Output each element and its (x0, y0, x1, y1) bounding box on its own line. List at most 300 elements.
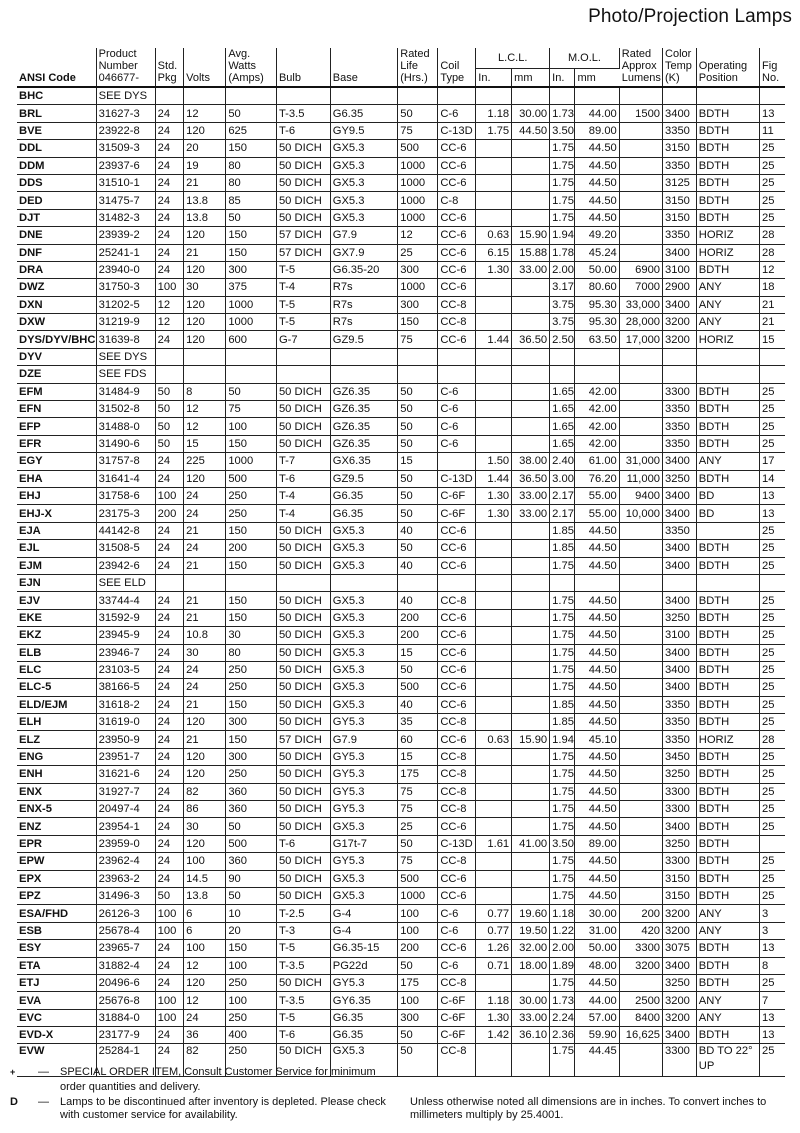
header-operating-position: Operating Position (696, 48, 759, 87)
cell-mol-mm: 44.50 (575, 783, 619, 800)
cell-std-pkg (155, 348, 183, 365)
cell-avg-watts: 50 (226, 818, 277, 835)
cell-lcl-in (476, 435, 512, 452)
cell-bulb: 50 DICH (276, 157, 330, 174)
cell-operating-position (696, 522, 759, 539)
cell-base (330, 574, 398, 591)
cell-rated-life: 50 (398, 661, 438, 678)
cell-bulb: 57 DICH (276, 227, 330, 244)
cell-mol-mm: 95.30 (575, 296, 619, 313)
cell-mol-mm: 44.50 (575, 818, 619, 835)
cell-operating-position (696, 348, 759, 365)
cell-base: G6.35 (330, 1027, 398, 1044)
cell-mol-in: 3.75 (550, 296, 575, 313)
cell-volts: 12 (184, 957, 226, 974)
cell-bulb: 50 DICH (276, 870, 330, 887)
cell-base: GX5.3 (330, 679, 398, 696)
header-coil-type: Coil Type (438, 48, 476, 87)
footnote-discontinued-text-2: with customer service for availability. (60, 1109, 238, 1121)
cell-coil-type: CC-6 (438, 157, 476, 174)
cell-avg-watts: 375 (226, 279, 277, 296)
cell-rated-life: 1000 (398, 157, 438, 174)
cell-product-number: 23965-7 (96, 940, 155, 957)
table-row (17, 887, 785, 904)
cell-avg-watts: 300 (226, 261, 277, 278)
header-lcl-in: In. (476, 68, 512, 87)
header-volts: Volts (184, 48, 226, 87)
cell-bulb: 50 DICH (276, 974, 330, 991)
cell-mol-mm: 95.30 (575, 314, 619, 331)
cell-ansi-code: ESA/FHD (17, 905, 96, 922)
cell-color-temp: 3100 (663, 627, 697, 644)
cell-operating-position (696, 574, 759, 591)
cell-rated-lumens (619, 731, 662, 748)
cell-base: PG22d (330, 957, 398, 974)
cell-coil-type: CC-6 (438, 174, 476, 191)
table-row (17, 574, 785, 591)
cell-coil-type: C-6 (438, 418, 476, 435)
cell-avg-watts: 360 (226, 853, 277, 870)
cell-product-number: 31219-9 (96, 314, 155, 331)
table-row (17, 714, 785, 731)
cell-rated-life: 40 (398, 557, 438, 574)
cell-lcl-in (476, 174, 512, 191)
cell-volts: 120 (184, 122, 226, 139)
cell-ansi-code: EJN (17, 574, 96, 591)
cell-avg-watts: 250 (226, 661, 277, 678)
cell-operating-position: ANY (696, 314, 759, 331)
cell-base: G7.9 (330, 731, 398, 748)
cell-product-number: 31641-4 (96, 470, 155, 487)
cell-rated-life (398, 87, 438, 105)
table-row (17, 748, 785, 765)
cell-mol-in: 1.75 (550, 209, 575, 226)
cell-bulb: 50 DICH (276, 522, 330, 539)
cell-mol-mm: 30.00 (575, 905, 619, 922)
table-row (17, 174, 785, 191)
cell-lcl-in (476, 140, 512, 157)
cell-bulb: 50 DICH (276, 714, 330, 731)
cell-mol-mm: 44.50 (575, 609, 619, 626)
cell-avg-watts: 85 (226, 192, 277, 209)
cell-operating-position: BDTH (696, 766, 759, 783)
cell-avg-watts: 100 (226, 957, 277, 974)
cell-avg-watts: 1000 (226, 453, 277, 470)
cell-std-pkg: 24 (155, 679, 183, 696)
cell-volts: 120 (184, 331, 226, 348)
cell-rated-life: 15 (398, 453, 438, 470)
cell-lcl-in: 0.77 (476, 905, 512, 922)
cell-operating-position: BDTH (696, 661, 759, 678)
cell-color-temp: 3350 (663, 157, 697, 174)
cell-lcl-in (476, 714, 512, 731)
cell-ansi-code: EHJ (17, 487, 96, 504)
cell-rated-life: 75 (398, 122, 438, 139)
cell-base: GX5.3 (330, 627, 398, 644)
cell-volts: 13.8 (184, 192, 226, 209)
cell-rated-life: 25 (398, 244, 438, 261)
table-row (17, 279, 785, 296)
cell-lcl-mm (512, 592, 550, 609)
cell-product-number: 31202-5 (96, 296, 155, 313)
cell-coil-type: C-6F (438, 1009, 476, 1026)
cell-lcl-in (476, 627, 512, 644)
cell-fig-no: 25 (760, 783, 785, 800)
cell-fig-no: 28 (760, 227, 785, 244)
cell-rated-life: 150 (398, 314, 438, 331)
cell-avg-watts: 20 (226, 922, 277, 939)
cell-lcl-mm: 19.60 (512, 905, 550, 922)
cell-std-pkg (155, 366, 183, 383)
cell-mol-in: 2.40 (550, 453, 575, 470)
table-row (17, 974, 785, 991)
cell-avg-watts: 150 (226, 227, 277, 244)
cell-product-number: 23954-1 (96, 818, 155, 835)
cell-fig-no (760, 574, 785, 591)
cell-lcl-mm: 33.00 (512, 1009, 550, 1026)
cell-base: GY5.3 (330, 714, 398, 731)
cell-avg-watts: 250 (226, 974, 277, 991)
cell-rated-life: 200 (398, 940, 438, 957)
cell-product-number: 31484-9 (96, 383, 155, 400)
cell-color-temp: 3350 (663, 227, 697, 244)
cell-product-number: 23177-9 (96, 1027, 155, 1044)
cell-rated-life: 1000 (398, 192, 438, 209)
cell-fig-no: 25 (760, 974, 785, 991)
cell-operating-position: ANY (696, 992, 759, 1009)
cell-rated-life: 50 (398, 540, 438, 557)
cell-avg-watts: 250 (226, 766, 277, 783)
cell-coil-type: CC-8 (438, 974, 476, 991)
cell-avg-watts: 150 (226, 731, 277, 748)
cell-rated-lumens (619, 818, 662, 835)
cell-ansi-code: EKE (17, 609, 96, 626)
cell-rated-lumens (619, 435, 662, 452)
cell-mol-mm: 89.00 (575, 122, 619, 139)
cell-avg-watts: 360 (226, 801, 277, 818)
cell-avg-watts: 200 (226, 540, 277, 557)
table-row (17, 331, 785, 348)
cell-volts: 120 (184, 296, 226, 313)
cell-color-temp: 3250 (663, 835, 697, 852)
cell-base: G-4 (330, 922, 398, 939)
cell-lcl-in (476, 801, 512, 818)
cell-mol-mm: 44.50 (575, 853, 619, 870)
cell-mol-mm: 44.45 (575, 1044, 619, 1077)
cell-ansi-code: EJA (17, 522, 96, 539)
cell-ansi-code: DRA (17, 261, 96, 278)
page-title: Photo/Projection Lamps (588, 6, 792, 27)
cell-coil-type (438, 348, 476, 365)
cell-bulb: 50 DICH (276, 887, 330, 904)
table-row (17, 401, 785, 418)
cell-product-number: 31592-9 (96, 609, 155, 626)
cell-color-temp: 3400 (663, 505, 697, 522)
cell-mol-in: 1.75 (550, 140, 575, 157)
footnote-special-order (10, 1066, 410, 1096)
cell-color-temp: 3400 (663, 1027, 697, 1044)
cell-rated-life: 75 (398, 783, 438, 800)
cell-operating-position: HORIZ (696, 227, 759, 244)
footnote-dimensions-text-2: millimeters multiply by 25.4001. (410, 1109, 564, 1121)
cell-color-temp: 3350 (663, 122, 697, 139)
cell-rated-lumens (619, 522, 662, 539)
cell-base: G17t-7 (330, 835, 398, 852)
cell-volts: 24 (184, 540, 226, 557)
cell-ansi-code: DNE (17, 227, 96, 244)
cell-avg-watts: 75 (226, 401, 277, 418)
cell-rated-life: 500 (398, 870, 438, 887)
cell-mol-mm: 49.20 (575, 227, 619, 244)
cell-coil-type: CC-6 (438, 696, 476, 713)
cell-ansi-code: ESB (17, 922, 96, 939)
cell-mol-in: 3.50 (550, 122, 575, 139)
cell-bulb: T-5 (276, 296, 330, 313)
cell-product-number: 31475-7 (96, 192, 155, 209)
cell-ansi-code: ELB (17, 644, 96, 661)
cell-rated-lumens (619, 974, 662, 991)
cell-color-temp: 3400 (663, 644, 697, 661)
cell-rated-lumens (619, 714, 662, 731)
header-lcl: L.C.L. (476, 48, 550, 68)
cell-mol-in: 1.75 (550, 853, 575, 870)
cell-operating-position: BDTH (696, 783, 759, 800)
cell-mol-in: 2.00 (550, 261, 575, 278)
cell-rated-life: 50 (398, 470, 438, 487)
cell-rated-lumens (619, 1044, 662, 1077)
cell-volts: 21 (184, 609, 226, 626)
cell-mol-in: 1.89 (550, 957, 575, 974)
cell-operating-position: BDTH (696, 592, 759, 609)
cell-rated-life: 15 (398, 644, 438, 661)
cell-avg-watts: 300 (226, 748, 277, 765)
cell-fig-no: 25 (760, 853, 785, 870)
cell-mol-mm (575, 366, 619, 383)
table-row (17, 905, 785, 922)
cell-volts: 24 (184, 487, 226, 504)
cell-lcl-mm (512, 418, 550, 435)
cell-color-temp: 3250 (663, 470, 697, 487)
cell-rated-lumens: 8400 (619, 1009, 662, 1026)
cell-std-pkg: 200 (155, 505, 183, 522)
cell-base: GY6.35 (330, 992, 398, 1009)
cell-volts: 24 (184, 505, 226, 522)
cell-rated-life: 40 (398, 592, 438, 609)
cell-lcl-mm: 36.50 (512, 470, 550, 487)
cell-operating-position: BDTH (696, 679, 759, 696)
cell-bulb: 50 DICH (276, 174, 330, 191)
cell-rated-life: 175 (398, 974, 438, 991)
cell-volts: 20 (184, 140, 226, 157)
cell-operating-position: BDTH (696, 401, 759, 418)
cell-lcl-mm (512, 974, 550, 991)
cell-ansi-code: EJV (17, 592, 96, 609)
cell-fig-no: 7 (760, 992, 785, 1009)
cell-color-temp (663, 366, 697, 383)
cell-product-number: 23950-9 (96, 731, 155, 748)
cell-avg-watts: 250 (226, 1009, 277, 1026)
cell-lcl-mm: 36.50 (512, 331, 550, 348)
cell-coil-type: CC-6 (438, 279, 476, 296)
cell-ansi-code: EVA (17, 992, 96, 1009)
cell-operating-position: BDTH (696, 383, 759, 400)
cell-fig-no (760, 366, 785, 383)
cell-bulb: 50 DICH (276, 766, 330, 783)
cell-mol-mm: 44.50 (575, 644, 619, 661)
cell-lcl-in: 1.18 (476, 105, 512, 122)
cell-mol-mm: 44.50 (575, 714, 619, 731)
footnote-dash: — (38, 1096, 49, 1108)
table-row (17, 609, 785, 626)
cell-rated-lumens: 10,000 (619, 505, 662, 522)
cell-avg-watts: 10 (226, 905, 277, 922)
cell-lcl-mm: 38.00 (512, 453, 550, 470)
cell-std-pkg: 50 (155, 418, 183, 435)
cell-mol-in: 1.75 (550, 661, 575, 678)
cell-lcl-in (476, 401, 512, 418)
cell-bulb: T-3.5 (276, 105, 330, 122)
cell-operating-position: ANY (696, 279, 759, 296)
cell-product-number: 23962-4 (96, 853, 155, 870)
cell-operating-position: BDTH (696, 887, 759, 904)
cell-lcl-mm: 36.10 (512, 1027, 550, 1044)
cell-bulb: 50 DICH (276, 557, 330, 574)
cell-lcl-mm (512, 557, 550, 574)
cell-mol-mm: 44.50 (575, 522, 619, 539)
cell-mol-mm: 44.50 (575, 540, 619, 557)
cell-volts: 30 (184, 644, 226, 661)
cell-color-temp: 3150 (663, 192, 697, 209)
table-row (17, 418, 785, 435)
cell-rated-life: 50 (398, 487, 438, 504)
cell-product-number: 31482-3 (96, 209, 155, 226)
cell-operating-position: BDTH (696, 540, 759, 557)
cell-lcl-mm (512, 348, 550, 365)
cell-lcl-in: 0.63 (476, 227, 512, 244)
cell-ansi-code: EKZ (17, 627, 96, 644)
cell-color-temp: 3350 (663, 401, 697, 418)
cell-product-number: 23922-8 (96, 122, 155, 139)
cell-avg-watts: 400 (226, 1027, 277, 1044)
cell-product-number: 31496-3 (96, 887, 155, 904)
table-row (17, 557, 785, 574)
cell-fig-no: 13 (760, 487, 785, 504)
cell-base: GZ6.35 (330, 401, 398, 418)
cell-bulb: 50 DICH (276, 435, 330, 452)
cell-rated-lumens (619, 540, 662, 557)
table-row (17, 783, 785, 800)
cell-bulb: 50 DICH (276, 818, 330, 835)
cell-lcl-mm (512, 609, 550, 626)
cell-rated-lumens (619, 192, 662, 209)
cell-product-number: 23103-5 (96, 661, 155, 678)
cell-mol-mm: 55.00 (575, 487, 619, 504)
cell-ansi-code: DED (17, 192, 96, 209)
cell-rated-lumens (619, 574, 662, 591)
cell-mol-mm: 45.24 (575, 244, 619, 261)
cell-bulb: 50 DICH (276, 627, 330, 644)
cell-product-number: 31509-3 (96, 140, 155, 157)
cell-mol-in: 2.00 (550, 940, 575, 957)
cell-bulb: 57 DICH (276, 731, 330, 748)
cell-base: GX5.3 (330, 157, 398, 174)
cell-volts: 21 (184, 592, 226, 609)
cell-mol-in: 1.75 (550, 766, 575, 783)
cell-product-number: 25678-4 (96, 922, 155, 939)
cell-bulb: 50 DICH (276, 696, 330, 713)
cell-operating-position: BDTH (696, 818, 759, 835)
cell-ansi-code: DZE (17, 366, 96, 383)
cell-lcl-in: 0.77 (476, 922, 512, 939)
cell-mol-mm: 44.50 (575, 679, 619, 696)
cell-rated-lumens (619, 887, 662, 904)
cell-product-number: SEE ELD (96, 574, 155, 591)
cell-fig-no: 25 (760, 435, 785, 452)
cell-mol-in: 1.78 (550, 244, 575, 261)
cell-std-pkg: 24 (155, 818, 183, 835)
cell-mol-mm: 42.00 (575, 418, 619, 435)
cell-volts: 12 (184, 401, 226, 418)
cell-mol-mm: 42.00 (575, 435, 619, 452)
cell-fig-no: 13 (760, 505, 785, 522)
cell-rated-life: 1000 (398, 887, 438, 904)
cell-rated-life: 60 (398, 731, 438, 748)
header-mol: M.O.L. (550, 48, 620, 68)
cell-volts: 86 (184, 801, 226, 818)
cell-base: GX5.3 (330, 609, 398, 626)
table-row (17, 835, 785, 852)
cell-rated-lumens (619, 592, 662, 609)
cell-fig-no: 13 (760, 105, 785, 122)
cell-rated-life: 40 (398, 522, 438, 539)
cell-avg-watts: 50 (226, 383, 277, 400)
cell-color-temp: 3400 (663, 592, 697, 609)
cell-bulb: 50 DICH (276, 383, 330, 400)
cell-ansi-code: BHC (17, 87, 96, 105)
cell-product-number: 25676-8 (96, 992, 155, 1009)
cell-lcl-mm: 18.00 (512, 957, 550, 974)
cell-bulb: T-3 (276, 922, 330, 939)
cell-product-number: 26126-3 (96, 905, 155, 922)
cell-rated-life: 175 (398, 766, 438, 783)
cell-rated-life: 25 (398, 818, 438, 835)
cell-rated-lumens (619, 87, 662, 105)
cell-product-number: 31627-3 (96, 105, 155, 122)
cell-color-temp: 3450 (663, 748, 697, 765)
cell-lcl-in (476, 748, 512, 765)
cell-mol-in: 1.75 (550, 557, 575, 574)
cell-avg-watts: 600 (226, 331, 277, 348)
cell-product-number: 23940-0 (96, 261, 155, 278)
cell-std-pkg: 100 (155, 922, 183, 939)
cell-volts (184, 366, 226, 383)
table-body (17, 87, 785, 1077)
cell-std-pkg: 24 (155, 627, 183, 644)
cell-rated-life: 50 (398, 1044, 438, 1077)
cell-rated-lumens (619, 418, 662, 435)
cell-lcl-mm (512, 574, 550, 591)
cell-base: GX5.3 (330, 522, 398, 539)
cell-base: R7s (330, 296, 398, 313)
cell-volts: 100 (184, 853, 226, 870)
cell-fig-no: 25 (760, 887, 785, 904)
cell-coil-type: C-6 (438, 105, 476, 122)
cell-rated-lumens (619, 174, 662, 191)
cell-bulb (276, 87, 330, 105)
cell-coil-type: CC-6 (438, 661, 476, 678)
cell-base: GX5.3 (330, 696, 398, 713)
cell-bulb: G-7 (276, 331, 330, 348)
